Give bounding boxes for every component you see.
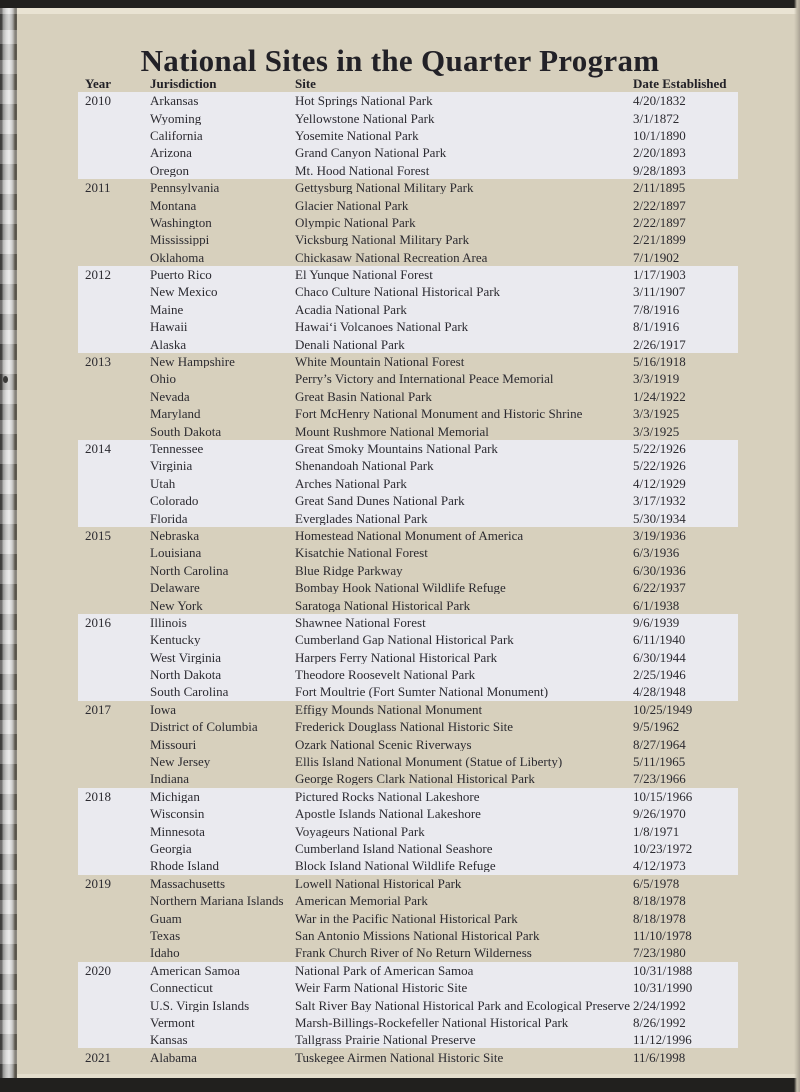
cell-date: 2/11/1895	[633, 181, 686, 195]
table-row	[78, 144, 738, 161]
cell-date: 2/25/1946	[633, 668, 686, 682]
table-row	[78, 1048, 738, 1065]
cell-jurisdiction: North Carolina	[150, 563, 229, 577]
cell-site: Mount Rushmore National Memorial	[295, 424, 489, 438]
year-group-2013	[78, 353, 738, 440]
table-row	[78, 579, 738, 596]
table-row	[78, 631, 738, 648]
table-row	[78, 92, 738, 109]
cell-date: 2/22/1897	[633, 215, 686, 229]
cell-site: Grand Canyon National Park	[295, 146, 447, 160]
cell-jurisdiction: U.S. Virgin Islands	[150, 998, 250, 1012]
table-row	[78, 388, 738, 405]
cell-site: Frank Church River of No Return Wilderness	[295, 946, 532, 960]
cell-date: 2/26/1917	[633, 337, 686, 351]
cell-site: Bombay Hook National Wildlife Refuge	[295, 581, 506, 595]
cell-year: 2010	[85, 94, 111, 108]
cell-site: Block Island National Wildlife Refuge	[295, 859, 496, 873]
cell-site: Fort McHenry National Monument and Historic Shrine	[295, 407, 583, 421]
table-row	[78, 875, 738, 892]
cell-jurisdiction: Colorado	[150, 494, 199, 508]
cell-year: 2012	[85, 268, 111, 282]
cell-jurisdiction: Washington	[150, 215, 212, 229]
cell-site: Mt. Hood National Forest	[295, 163, 430, 177]
scan-edge-top	[0, 0, 800, 8]
table-row	[78, 422, 738, 439]
cell-date: 10/31/1988	[633, 963, 693, 977]
cell-date: 9/28/1893	[633, 163, 686, 177]
cell-jurisdiction: Kentucky	[150, 633, 201, 647]
cell-jurisdiction: Alaska	[150, 337, 187, 351]
cell-jurisdiction: South Carolina	[150, 685, 229, 699]
national-sites-table	[78, 75, 738, 1066]
table-row	[78, 649, 738, 666]
cell-jurisdiction: Tennessee	[150, 442, 204, 455]
table-row	[78, 249, 738, 266]
cell-jurisdiction: Arizona	[150, 146, 192, 160]
cell-site: Tuskegee Airmen National Historic Site	[295, 1050, 504, 1064]
cell-date: 6/3/1936	[633, 546, 680, 560]
table-row	[78, 701, 738, 718]
cell-site: Marsh-Billings-Rockefeller National Historical Park	[295, 1015, 569, 1029]
cell-date: 3/17/1932	[633, 494, 686, 508]
cell-year: 2013	[85, 355, 111, 369]
table-row	[78, 944, 738, 961]
cell-date: 5/22/1926	[633, 442, 686, 455]
table-row	[78, 127, 738, 144]
cell-jurisdiction: Pennsylvania	[150, 181, 220, 195]
table-row	[78, 770, 738, 787]
cell-site: Ozark National Scenic Riverways	[295, 737, 472, 751]
cell-jurisdiction: Missouri	[150, 737, 197, 751]
cell-jurisdiction: North Dakota	[150, 668, 222, 682]
cell-site: Theodore Roosevelt National Park	[295, 668, 476, 682]
year-group-2015	[78, 527, 738, 614]
cell-site: Pictured Rocks National Lakeshore	[295, 789, 480, 803]
table-row	[78, 892, 738, 909]
table-body	[78, 92, 738, 1066]
cell-jurisdiction: Minnesota	[150, 824, 205, 838]
cell-date: 4/28/1948	[633, 685, 686, 699]
year-group-2016	[78, 614, 738, 701]
cell-jurisdiction: Nebraska	[150, 528, 200, 542]
table-row	[78, 1031, 738, 1048]
cell-site: Great Sand Dunes National Park	[295, 494, 465, 508]
cell-jurisdiction: Idaho	[150, 946, 180, 960]
cell-site: Shawnee National Forest	[295, 615, 426, 629]
cell-jurisdiction: Montana	[150, 198, 197, 212]
cell-jurisdiction: Florida	[150, 511, 188, 525]
year-group-2019	[78, 875, 738, 962]
cell-site: George Rogers Clark National Historical Park	[295, 772, 535, 786]
year-group-2018	[78, 788, 738, 875]
year-group-2011	[78, 179, 738, 266]
column-header-date-established: Date Established	[633, 77, 727, 90]
cell-site: Tallgrass Prairie National Preserve	[295, 1033, 476, 1047]
cell-date: 5/30/1934	[633, 511, 686, 525]
table-row	[78, 283, 738, 300]
cell-date: 4/20/1832	[633, 94, 686, 108]
cell-date: 9/6/1939	[633, 615, 680, 629]
cell-date: 9/5/1962	[633, 720, 680, 734]
cell-year: 2018	[85, 789, 111, 803]
cell-date: 11/10/1978	[633, 928, 692, 942]
year-group-2020	[78, 962, 738, 1049]
cell-date: 7/23/1966	[633, 772, 686, 786]
cell-date: 6/11/1940	[633, 633, 686, 647]
cell-jurisdiction: Ohio	[150, 372, 176, 386]
cell-jurisdiction: District of Columbia	[150, 720, 258, 734]
cell-date: 3/3/1925	[633, 424, 680, 438]
table-row	[78, 735, 738, 752]
cell-jurisdiction: Delaware	[150, 581, 200, 595]
table-row	[78, 596, 738, 613]
cell-year: 2020	[85, 963, 111, 977]
cell-jurisdiction: Mississippi	[150, 233, 210, 247]
table-row	[78, 335, 738, 352]
cell-date: 2/20/1893	[633, 146, 686, 160]
cell-date: 2/24/1992	[633, 998, 686, 1012]
cell-site: Shenandoah National Park	[295, 459, 434, 473]
page-title: National Sites in the Quarter Program	[140, 42, 660, 78]
cell-date: 8/18/1978	[633, 894, 686, 908]
cell-date: 9/26/1970	[633, 807, 686, 821]
table-row	[78, 301, 738, 318]
cell-jurisdiction: South Dakota	[150, 424, 222, 438]
cell-site: American Memorial Park	[295, 894, 428, 908]
year-group-2010	[78, 92, 738, 179]
cell-date: 8/1/1916	[633, 320, 680, 334]
table-row	[78, 927, 738, 944]
cell-jurisdiction: New York	[150, 598, 203, 612]
cell-date: 1/24/1922	[633, 389, 686, 403]
table-row	[78, 109, 738, 126]
cell-date: 6/30/1944	[633, 650, 686, 664]
year-group-2012	[78, 266, 738, 353]
scan-edge-right	[794, 0, 800, 1092]
cell-site: Glacier National Park	[295, 198, 409, 212]
cell-site: Lowell National Historical Park	[295, 876, 462, 890]
cell-site: Ellis Island National Monument (Statue of Liberty)	[295, 755, 563, 769]
table-row	[78, 179, 738, 196]
table-row	[78, 909, 738, 926]
cell-date: 7/23/1980	[633, 946, 686, 960]
column-header-site: Site	[295, 77, 316, 90]
cell-date: 6/22/1937	[633, 581, 686, 595]
cell-jurisdiction: Hawaii	[150, 320, 188, 334]
cell-jurisdiction: Michigan	[150, 789, 200, 803]
cell-site: Vicksburg National Military Park	[295, 233, 470, 247]
cell-jurisdiction: Maryland	[150, 407, 201, 421]
cell-year: 2014	[85, 442, 111, 455]
table-row	[78, 196, 738, 213]
cell-date: 11/12/1996	[633, 1033, 692, 1047]
cell-site: Cumberland Island National Seashore	[295, 841, 493, 855]
table-row	[78, 405, 738, 422]
cell-jurisdiction: Rhode Island	[150, 859, 219, 873]
table-row	[78, 822, 738, 839]
table-row	[78, 231, 738, 248]
cell-site: Olympic National Park	[295, 215, 416, 229]
cell-site: Great Smoky Mountains National Park	[295, 442, 498, 455]
cell-jurisdiction: Alabama	[150, 1050, 197, 1064]
cell-jurisdiction: Connecticut	[150, 981, 213, 995]
cell-date: 3/1/1872	[633, 111, 680, 125]
cell-site: San Antonio Missions National Historical Park	[295, 928, 540, 942]
cell-jurisdiction: Maine	[150, 302, 184, 316]
cell-date: 6/30/1936	[633, 563, 686, 577]
table-row	[78, 962, 738, 979]
scan-paper-edge-top	[17, 8, 800, 14]
cell-jurisdiction: West Virginia	[150, 650, 221, 664]
cell-site: Great Basin National Park	[295, 389, 432, 403]
cell-jurisdiction: Utah	[150, 476, 176, 490]
table-row	[78, 1014, 738, 1031]
cell-year: 2011	[85, 181, 111, 195]
table-row	[78, 666, 738, 683]
cell-date: 7/8/1916	[633, 302, 680, 316]
cell-site: Homestead National Monument of America	[295, 528, 524, 542]
table-row	[78, 544, 738, 561]
cell-jurisdiction: Oklahoma	[150, 250, 205, 264]
cell-site: Chaco Culture National Historical Park	[295, 285, 501, 299]
cell-site: Frederick Douglass National Historic Site	[295, 720, 514, 734]
cell-jurisdiction: Wyoming	[150, 111, 202, 125]
cell-date: 8/18/1978	[633, 911, 686, 925]
table-row	[78, 509, 738, 526]
cell-date: 1/8/1971	[633, 824, 680, 838]
table-row	[78, 527, 738, 544]
cell-date: 5/16/1918	[633, 355, 686, 369]
cell-site: Kisatchie National Forest	[295, 546, 428, 560]
cell-date: 3/19/1936	[633, 528, 686, 542]
cell-jurisdiction: Puerto Rico	[150, 268, 212, 282]
table-row	[78, 353, 738, 370]
cell-site: Apostle Islands National Lakeshore	[295, 807, 481, 821]
cell-site: Arches National Park	[295, 476, 407, 490]
scan-artifact	[3, 376, 8, 383]
cell-jurisdiction: New Jersey	[150, 755, 211, 769]
table-row	[78, 979, 738, 996]
cell-site: Harpers Ferry National Historical Park	[295, 650, 498, 664]
table-row	[78, 753, 738, 770]
cell-site: Blue Ridge Parkway	[295, 563, 403, 577]
cell-date: 4/12/1929	[633, 476, 686, 490]
table-row	[78, 370, 738, 387]
cell-year: 2016	[85, 615, 111, 629]
cell-year: 2017	[85, 702, 111, 716]
cell-date: 10/23/1972	[633, 841, 693, 855]
table-row	[78, 857, 738, 874]
cell-jurisdiction: American Samoa	[150, 963, 240, 977]
table-row	[78, 788, 738, 805]
table-row	[78, 614, 738, 631]
cell-jurisdiction: Northern Mariana Islands	[150, 894, 284, 908]
cell-site: Chickasaw National Recreation Area	[295, 250, 488, 264]
column-header-year: Year	[85, 77, 111, 90]
table-row	[78, 805, 738, 822]
cell-date: 8/26/1992	[633, 1015, 686, 1029]
cell-jurisdiction: Vermont	[150, 1015, 195, 1029]
cell-date: 10/1/1890	[633, 128, 686, 142]
cell-site: El Yunque National Forest	[295, 268, 433, 282]
cell-site: Yosemite National Park	[295, 128, 419, 142]
cell-date: 3/11/1907	[633, 285, 686, 299]
cell-site: Hot Springs National Park	[295, 94, 433, 108]
cell-site: Hawaiʻi Volcanoes National Park	[295, 320, 469, 334]
cell-jurisdiction: Oregon	[150, 163, 189, 177]
table-row	[78, 440, 738, 457]
year-group-2014	[78, 440, 738, 527]
table-row	[78, 683, 738, 700]
cell-jurisdiction: Louisiana	[150, 546, 202, 560]
cell-site: Everglades National Park	[295, 511, 428, 525]
scan-edge-left	[0, 0, 17, 1092]
column-header-jurisdiction: Jurisdiction	[150, 77, 217, 90]
cell-date: 2/21/1899	[633, 233, 686, 247]
cell-jurisdiction: New Mexico	[150, 285, 218, 299]
cell-site: White Mountain National Forest	[295, 355, 465, 369]
cell-date: 3/3/1925	[633, 407, 680, 421]
table-header-row	[78, 75, 738, 92]
cell-date: 8/27/1964	[633, 737, 686, 751]
cell-date: 6/5/1978	[633, 876, 680, 890]
cell-site: Acadia National Park	[295, 302, 407, 316]
cell-date: 1/17/1903	[633, 268, 686, 282]
cell-site: Weir Farm National Historic Site	[295, 981, 468, 995]
table-row	[78, 475, 738, 492]
table-row	[78, 214, 738, 231]
cell-year: 2015	[85, 528, 111, 542]
cell-jurisdiction: Massachusetts	[150, 876, 226, 890]
table-row	[78, 492, 738, 509]
cell-date: 10/25/1949	[633, 702, 693, 716]
scan-edge-bottom	[0, 1078, 800, 1092]
year-group-2021	[78, 1048, 738, 1065]
cell-jurisdiction: Guam	[150, 911, 182, 925]
cell-date: 10/15/1966	[633, 789, 693, 803]
table-row	[78, 562, 738, 579]
cell-jurisdiction: Virginia	[150, 459, 193, 473]
cell-date: 5/11/1965	[633, 755, 686, 769]
year-group-2017	[78, 701, 738, 788]
cell-jurisdiction: Arkansas	[150, 94, 199, 108]
cell-year: 2021	[85, 1050, 111, 1064]
cell-site: Saratoga National Historical Park	[295, 598, 471, 612]
table-row	[78, 457, 738, 474]
table-row	[78, 718, 738, 735]
table-row	[78, 318, 738, 335]
cell-site: Salt River Bay National Historical Park and Ecological Preserve	[295, 998, 631, 1012]
cell-jurisdiction: Georgia	[150, 841, 192, 855]
cell-site: Fort Moultrie (Fort Sumter National Monument)	[295, 685, 549, 699]
cell-jurisdiction: New Hampshire	[150, 355, 235, 369]
cell-date: 5/22/1926	[633, 459, 686, 473]
cell-site: War in the Pacific National Historical Park	[295, 911, 518, 925]
cell-date: 7/1/1902	[633, 250, 680, 264]
cell-date: 6/1/1938	[633, 598, 680, 612]
cell-site: Voyageurs National Park	[295, 824, 425, 838]
table-row	[78, 996, 738, 1013]
cell-site: Yellowstone National Park	[295, 111, 435, 125]
table-row	[78, 840, 738, 857]
cell-jurisdiction: Wisconsin	[150, 807, 205, 821]
cell-date: 2/22/1897	[633, 198, 686, 212]
cell-jurisdiction: Iowa	[150, 702, 176, 716]
cell-site: Denali National Park	[295, 337, 405, 351]
cell-jurisdiction: Kansas	[150, 1033, 188, 1047]
cell-site: Gettysburg National Military Park	[295, 181, 474, 195]
cell-date: 11/6/1998	[633, 1050, 686, 1064]
cell-date: 3/3/1919	[633, 372, 680, 386]
table-row	[78, 266, 738, 283]
cell-site: Cumberland Gap National Historical Park	[295, 633, 514, 647]
cell-site: Effigy Mounds National Monument	[295, 702, 483, 716]
cell-site: Perry’s Victory and International Peace Memorial	[295, 372, 554, 386]
cell-jurisdiction: Texas	[150, 928, 181, 942]
cell-jurisdiction: Nevada	[150, 389, 190, 403]
cell-year: 2019	[85, 876, 111, 890]
cell-jurisdiction: Indiana	[150, 772, 189, 786]
cell-jurisdiction: Illinois	[150, 615, 187, 629]
table-row	[78, 162, 738, 179]
cell-date: 4/12/1973	[633, 859, 686, 873]
cell-date: 10/31/1990	[633, 981, 693, 995]
cell-jurisdiction: California	[150, 128, 203, 142]
cell-site: National Park of American Samoa	[295, 963, 474, 977]
